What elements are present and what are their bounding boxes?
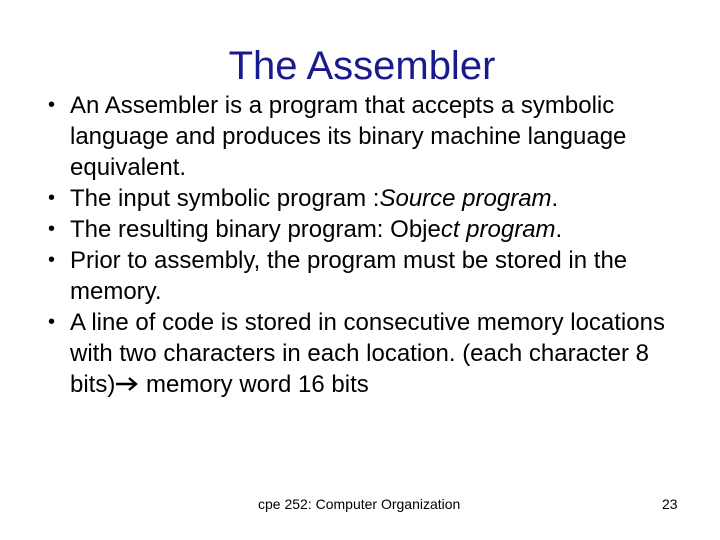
bullet-text-part: .: [555, 216, 563, 243]
bullet-dot: •: [48, 218, 56, 240]
bullet-text: [70, 216, 562, 243]
bullet-text-part: The input symbolic program :: [70, 185, 380, 212]
footer-page-number: 23: [662, 496, 678, 512]
bullet-text-part: A line of code is stored in consecutive memory locations with two characters in each location. (each character 8 bits): [70, 309, 665, 398]
bullet-item: [48, 214, 698, 245]
bullet-text: Prior to assembly, the program must be stored in the memory.: [70, 247, 628, 305]
bullet-item: [48, 183, 698, 214]
bullet-text: [70, 185, 558, 212]
bullet-dot: •: [48, 94, 56, 116]
bullet-item: [48, 245, 698, 307]
footer-course: cpe 252: Computer Organization: [258, 496, 461, 512]
bullet-text-part: The resulting binary program: Obje: [70, 216, 441, 243]
bullet-text-part: memory word 16 bits: [139, 371, 369, 398]
bullet-dot: •: [48, 249, 56, 271]
bullet-text-part: .: [551, 185, 559, 212]
bullet-text-italic: Source program: [379, 185, 552, 212]
right-arrow-icon: [115, 369, 139, 400]
bullet-dot: •: [48, 187, 56, 209]
bullet-text: [70, 309, 665, 398]
bullet-item: [48, 90, 698, 183]
slide-title: The Assembler: [228, 44, 496, 88]
bullet-list: [48, 90, 698, 400]
bullet-dot: •: [48, 311, 56, 333]
bullet-text-italic: ct program: [440, 216, 556, 243]
bullet-item: [48, 307, 698, 400]
bullet-text: An Assembler is a program that accepts a symbolic language and produces its binary machine language equivalent.: [70, 92, 627, 181]
